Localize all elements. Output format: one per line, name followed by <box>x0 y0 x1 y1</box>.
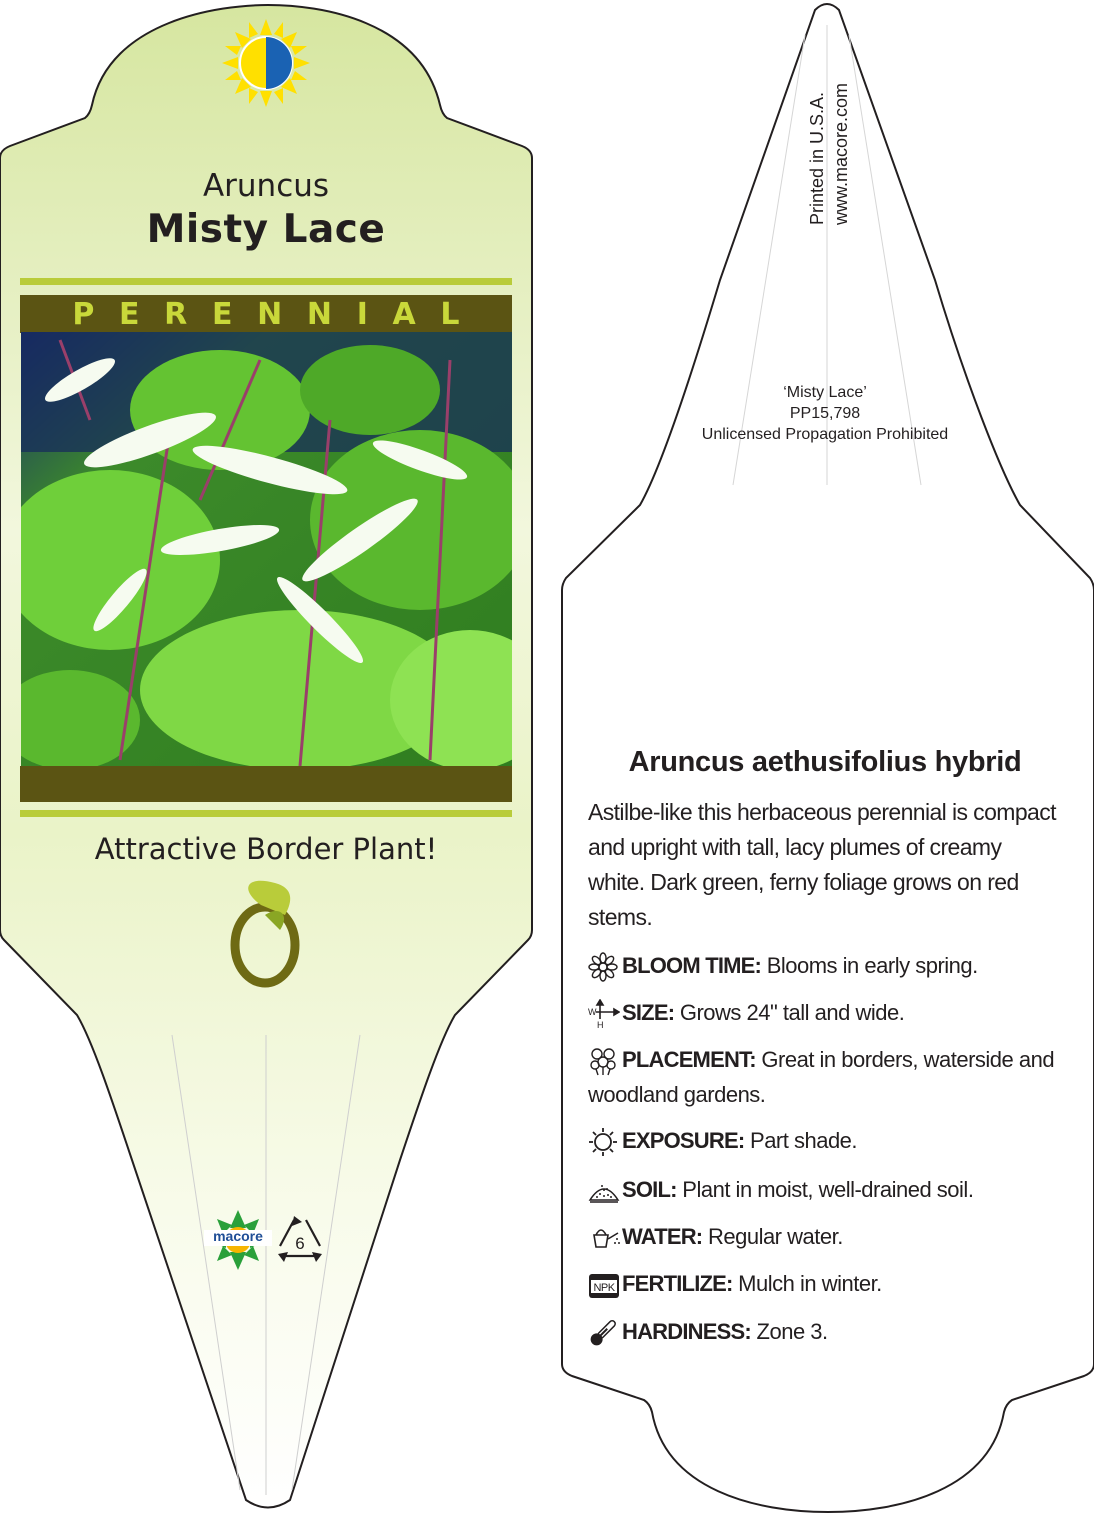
attribute-label: PLACEMENT: <box>622 1047 756 1072</box>
attribute-placement <box>588 1042 1058 1112</box>
category-letter: P <box>72 296 95 332</box>
attribute-label: SOIL: <box>622 1177 677 1202</box>
plants-group-icon <box>588 1046 622 1076</box>
attribute-exposure <box>588 1123 1058 1158</box>
printed-info <box>805 83 853 225</box>
attribute-value: Plant in moist, well-drained soil. <box>682 1177 974 1202</box>
npk-bag-icon <box>588 1270 622 1300</box>
category-letter: E <box>119 296 140 332</box>
plant-description: Astilbe-like this herbaceous perennial is compact and upright with tall, lacy plumes of creamy white. Dark green, ferny foliage grows on red stems. <box>588 799 1056 930</box>
recycle-number: 6 <box>295 1234 305 1253</box>
attribute-water <box>588 1219 1058 1254</box>
category-label <box>20 296 512 332</box>
sun-partshade-icon <box>222 19 310 107</box>
category-letter: N <box>306 296 333 332</box>
attribute-value: Grows 24" tall and wide. <box>679 1000 905 1025</box>
category-letter: N <box>257 296 283 332</box>
npk-icon-text: NPK <box>593 1282 615 1295</box>
attribute-hardiness <box>588 1314 1058 1349</box>
cultivar-name: Misty Lace <box>146 207 386 252</box>
website: www.macore.com <box>831 82 851 225</box>
attribute-label: WATER: <box>622 1224 703 1249</box>
category-letter: I <box>356 296 368 332</box>
category-letter: L <box>440 296 460 332</box>
patent-number: PP15,798 <box>789 405 861 422</box>
size-icon-letter: H <box>597 1020 603 1030</box>
attribute-value: Mulch in winter. <box>738 1271 882 1296</box>
attribute-value: Zone 3. <box>756 1319 828 1344</box>
attribute-size <box>588 995 1058 1030</box>
category-letter: R <box>164 296 188 332</box>
propagation-notice: Unlicensed Propagation Prohibited <box>701 426 949 443</box>
attribute-value: Part shade. <box>750 1128 858 1153</box>
attribute-value: Great in borders, waterside and woodland gardens. <box>588 1047 1055 1107</box>
soil-mound-icon <box>588 1176 622 1206</box>
size-icon-letter: W <box>588 1007 596 1018</box>
attribute-label: EXPOSURE: <box>622 1128 745 1153</box>
flower-icon <box>588 952 622 982</box>
attribute-value: Regular water. <box>707 1224 843 1249</box>
attribute-label: SIZE: <box>622 1000 675 1025</box>
botanical-name: Aruncus aethusifolius hybrid <box>628 746 1022 778</box>
attribute-value: Blooms in early spring. <box>766 953 978 978</box>
plant-photo <box>0 332 550 770</box>
attribute-label: BLOOM TIME: <box>622 953 762 978</box>
attribute-fertilize <box>588 1266 1058 1301</box>
legal-notice <box>640 382 1010 445</box>
printed-in: Printed in U.S.A. <box>807 91 827 225</box>
tagline: Attractive Border Plant! <box>94 832 438 866</box>
category-letter: A <box>392 296 416 332</box>
attribute-label: HARDINESS: <box>622 1319 751 1344</box>
attribute-bloom-time <box>588 948 1058 983</box>
thermometer-icon <box>588 1317 622 1349</box>
watering-can-icon <box>588 1223 622 1253</box>
sun-outline-icon <box>588 1127 622 1157</box>
category-letter: E <box>211 296 233 332</box>
brand-name: macore <box>213 1228 263 1244</box>
genus-name: Aruncus <box>202 168 330 204</box>
size-arrows-icon <box>588 999 622 1029</box>
attribute-label: FERTILIZE: <box>622 1271 733 1296</box>
legal-cultivar: ‘Misty Lace’ <box>783 384 867 401</box>
attribute-soil <box>588 1172 1058 1207</box>
